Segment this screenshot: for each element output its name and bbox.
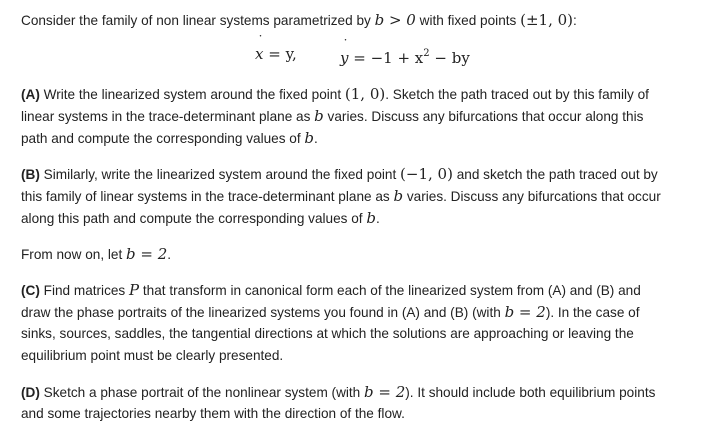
- part-d-math-b-equals-2: b = 2: [364, 383, 406, 401]
- part-d-line-1: [21, 382, 655, 403]
- part-b-text: Similarly, write the linearized system around the fixed point: [39, 167, 401, 182]
- part-d-text: Sketch a phase portrait of the nonlinear system (with: [39, 385, 365, 400]
- part-c-line-2: [21, 302, 640, 323]
- part-c-line-1: [21, 280, 641, 301]
- part-b-label: (B): [21, 167, 40, 182]
- part-b-line-1: [21, 164, 658, 185]
- intro-text-3: :: [573, 13, 577, 28]
- y-dot-rhs-part-2: − by: [429, 49, 470, 67]
- part-c-math-b-equals-2: b = 2: [504, 303, 546, 321]
- from-now-text: .: [167, 247, 172, 262]
- from-now-line: [21, 244, 171, 265]
- y-dot-variable: ˙ y: [340, 38, 349, 67]
- part-a-line-1: [21, 84, 649, 105]
- part-a-label: (A): [21, 87, 40, 102]
- from-now-text: From now on, let: [21, 247, 127, 262]
- intro-text-1: Consider the family of non linear systems parametrized by: [21, 13, 375, 28]
- part-d-label: (D): [21, 385, 40, 400]
- x-dot-variable: ˙ x: [255, 34, 264, 63]
- from-now-math-b-equals-2: b = 2: [126, 245, 168, 263]
- part-b-line-2: [21, 186, 661, 207]
- part-d-text: ). It should include both equilibrium points: [405, 385, 656, 400]
- part-d-line-2: and some trajectories nearby them with the direction of the flow.: [21, 406, 405, 421]
- part-c-text: ). In the case of: [545, 305, 640, 320]
- part-a-text: path and compute the corresponding values of: [21, 131, 305, 146]
- y-dot-rhs-exponent: 2: [423, 48, 430, 59]
- part-a-math-point: (1, 0): [344, 85, 386, 103]
- intro-math-fixed-points: (±1, 0): [520, 11, 574, 29]
- part-b-math-b: b: [393, 187, 404, 205]
- part-b-math-point: (−1, 0): [400, 165, 453, 183]
- part-c-text: Find matrices: [39, 283, 130, 298]
- x-dot-rhs: = y,: [263, 45, 297, 63]
- part-a-text: linear systems in the trace-determinant plane as: [21, 109, 315, 124]
- part-b-math-b: b: [366, 209, 376, 227]
- intro-math-b-positive: b > 0: [374, 11, 416, 29]
- y-dot-rhs-part-1: = −1 + x: [348, 49, 424, 67]
- part-a-math-b: b: [314, 107, 324, 125]
- part-a-line-2: [21, 106, 643, 127]
- part-c-text: that transform in canonical form each of the linearized system from (A) and (B) and: [139, 283, 641, 298]
- dot-accent-icon: ˙: [257, 34, 264, 49]
- intro-line: [21, 10, 577, 31]
- part-a-text: .: [314, 131, 318, 146]
- part-c-label: (C): [21, 283, 40, 298]
- part-b-text: .: [375, 211, 380, 226]
- part-b-text: varies. Discuss any bifurcations that occur: [403, 189, 661, 204]
- part-a-text: Write the linearized system around the fixed point: [39, 87, 345, 102]
- part-b-line-3: [21, 208, 380, 229]
- part-b-text: and sketch the path traced out by: [452, 167, 658, 182]
- dot-accent-icon: ˙: [342, 38, 349, 53]
- part-a-text: varies. Discuss any bifurcations that occur along this: [323, 109, 644, 124]
- part-b-text: this family of linear systems in the trace-determinant plane as: [21, 189, 394, 204]
- part-b-text: along this path and compute the corresponding values of: [21, 211, 367, 226]
- part-c-line-3: sinks, sources, saddles, the tangential directions at which the solutions are approaching or leaving the: [21, 326, 634, 341]
- equation-y-dot: [340, 38, 470, 68]
- equation-x-dot: [255, 34, 297, 64]
- part-a-math-b: b: [304, 129, 315, 147]
- part-a-text: . Sketch the path traced out by this family of: [385, 87, 649, 102]
- part-c-text: draw the phase portraits of the linearized systems you found in (A) and (B) (with: [21, 305, 505, 320]
- part-a-line-3: [21, 128, 318, 149]
- intro-text-2: with fixed points: [415, 13, 521, 28]
- part-c-line-4: equilibrium point must be clearly presented.: [21, 348, 284, 363]
- part-c-math-p: P: [129, 281, 140, 299]
